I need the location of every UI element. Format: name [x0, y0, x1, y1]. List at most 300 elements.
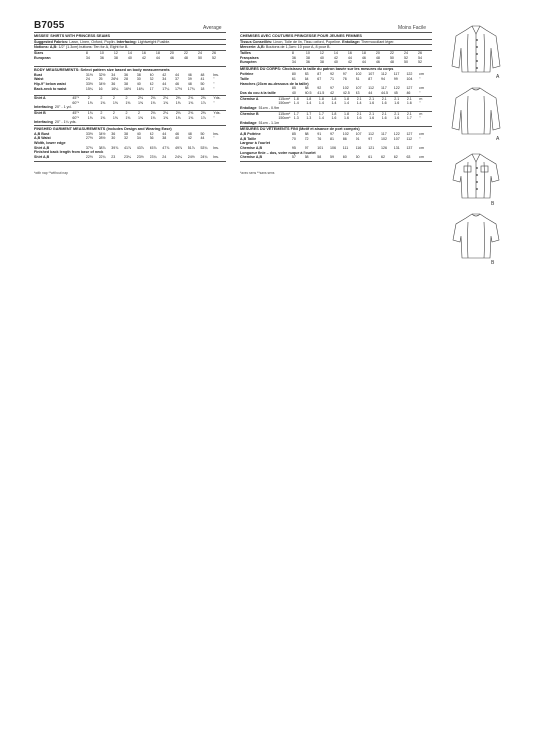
- table-cell: 99: [393, 76, 398, 81]
- fr-title: CHEMISES AVEC COUTURES PRINCESSE POUR JEUNES FEMMES: [240, 33, 362, 38]
- table-cell: 127: [406, 86, 413, 91]
- table-cell: 81: [330, 136, 335, 141]
- table-cell: 23½: [136, 155, 144, 159]
- table-cell: 117: [393, 72, 400, 77]
- table-cell: 2⅜: [200, 111, 206, 116]
- table-cell: 48: [200, 72, 205, 77]
- table-cell: 33½: [85, 81, 93, 86]
- table-cell: 37: [174, 77, 179, 82]
- table-cell: 2⅜: [188, 96, 194, 101]
- en-body-title: BODY MEASUREMENTS: Select pattern size based on body measurements: [34, 67, 170, 72]
- table-cell: 42.5: [342, 90, 350, 95]
- table-cell: 38: [305, 55, 310, 60]
- row-label: Chemise A,B: [240, 146, 263, 150]
- table-cell: 23¼: [124, 155, 132, 159]
- english-column: [34, 32, 226, 175]
- row-label: Chemise B: [240, 111, 259, 116]
- en-finished-table: [34, 132, 226, 141]
- row-label: Taille: [240, 76, 249, 81]
- table-cell: 40.5: [304, 90, 312, 95]
- table-cell: 50: [389, 55, 394, 60]
- table-cell: 44.5: [380, 90, 388, 95]
- en-shirt-b-table: [34, 111, 226, 120]
- table-cell: 85: [291, 132, 296, 137]
- table-cell: 25: [98, 77, 103, 82]
- table-cell: 49⅞: [174, 145, 182, 150]
- table-cell: 1.8: [344, 96, 349, 101]
- table-cell: 72: [304, 136, 309, 141]
- table-cell: 64: [304, 76, 309, 81]
- table-cell: 1.8: [293, 96, 299, 101]
- table-cell: ": [213, 81, 215, 86]
- row-label: Françaises: [240, 55, 259, 60]
- row-label: Shirt A,B: [34, 155, 50, 159]
- table-cell: 2: [125, 111, 128, 116]
- table-cell: 63: [406, 155, 411, 160]
- table-cell: 131: [393, 146, 400, 150]
- table-cell: ": [213, 86, 215, 91]
- table-cell: 112: [368, 132, 374, 137]
- table-cell: 44: [174, 72, 179, 77]
- table-cell: 1.4: [318, 116, 324, 121]
- table-cell: 34½: [98, 131, 106, 136]
- table-cell: 46: [187, 72, 192, 77]
- table-cell: 39⅞: [111, 145, 119, 150]
- table-cell: 1.6: [331, 116, 337, 121]
- table-cell: 48: [187, 131, 192, 136]
- table-cell: 46: [174, 131, 179, 136]
- en-notions: Notions: A,B: 1/2" (1.3cm) buttons: Ten for A, Eight for B.: [34, 45, 129, 50]
- table-cell: 94: [380, 76, 385, 81]
- table-cell: 44: [361, 60, 366, 65]
- table-cell: 26: [211, 51, 216, 56]
- table-cell: 122: [393, 86, 400, 91]
- fabric-width: 45"*: [72, 96, 80, 101]
- table-cell: 102: [342, 86, 349, 91]
- table-cell: cm: [419, 155, 424, 160]
- table-cell: cm: [419, 132, 424, 137]
- en-fabrics: Suggested Fabrics: Lawn, Linen, Oxford, Poplin. Interfacing: Lightweight Fusible.: [34, 39, 171, 44]
- table-cell: 1.4: [293, 101, 299, 106]
- table-cell: 2.1: [406, 96, 412, 101]
- en-interfacing-b: Interfacing 20" - 1¼ yds.: [34, 120, 77, 125]
- table-cell: 1.8: [331, 111, 337, 116]
- fr-width-label: Largeur à l'ourlet: [240, 141, 270, 146]
- table-cell: 102: [342, 132, 349, 137]
- table-cell: 2.1: [394, 111, 400, 116]
- table-cell: 1.7: [318, 111, 324, 116]
- table-cell: 107: [393, 136, 400, 141]
- table-cell: 42: [141, 55, 146, 60]
- fabric-width: 115cm*: [278, 111, 291, 116]
- table-cell: 41⅞: [124, 145, 132, 150]
- pattern-number: B7055: [34, 20, 65, 31]
- row-label: Shirt A,B: [34, 145, 50, 150]
- table-cell: 121: [368, 146, 375, 150]
- table-cell: 42: [333, 55, 338, 60]
- table-cell: 36: [124, 72, 129, 77]
- table-cell: 137: [406, 146, 413, 150]
- table-cell: 86: [342, 136, 347, 141]
- table-cell: 1⅝: [100, 100, 106, 105]
- table-cell: 2: [100, 96, 103, 101]
- row-label: Bust: [34, 72, 42, 77]
- table-cell: 8: [291, 51, 294, 56]
- row-label: European: [34, 55, 51, 60]
- table-cell: 91: [355, 136, 360, 141]
- table-cell: 17¾: [187, 86, 195, 91]
- table-cell: 2: [100, 111, 103, 116]
- table-row: [34, 87, 226, 92]
- table-cell: 34: [162, 77, 167, 82]
- table-cell: 1.4: [318, 101, 324, 106]
- table-cell: 12: [113, 51, 118, 56]
- row-label: Back-neck to waist: [34, 86, 67, 91]
- table-cell: 1.6: [369, 116, 375, 121]
- row-label: Shirt A: [34, 96, 46, 101]
- table-cell: Yds.: [213, 111, 221, 116]
- table-cell: 45: [393, 90, 398, 95]
- table-cell: 53¾: [200, 145, 208, 150]
- table-cell: 40: [291, 90, 296, 95]
- row-label: A,B Poitrine: [240, 132, 261, 137]
- table-cell: 1⅞: [200, 100, 206, 105]
- table-cell: 26½: [111, 77, 119, 82]
- table-cell: 22¾: [98, 155, 106, 159]
- table-cell: 2⅝: [200, 96, 206, 101]
- table-cell: 34: [291, 60, 296, 65]
- table-cell: 1.4: [331, 101, 337, 106]
- table-cell: 88: [304, 132, 309, 137]
- table-cell: 36: [149, 136, 154, 141]
- row-label: A,B Taille: [240, 136, 257, 141]
- table-cell: 92: [317, 86, 322, 91]
- table-cell: 107: [355, 86, 362, 91]
- table-cell: Yds.: [213, 96, 221, 101]
- table-cell: 34: [85, 55, 90, 60]
- figure-label: A: [496, 74, 500, 80]
- table-cell: 1⅝: [87, 115, 93, 120]
- table-cell: 20: [169, 51, 174, 56]
- table-cell: ": [213, 136, 215, 141]
- table-cell: 81: [355, 76, 360, 81]
- table-cell: Ins.: [213, 131, 219, 136]
- table-cell: 44: [162, 131, 167, 136]
- table-cell: 1.4: [306, 101, 312, 106]
- table-cell: 1.6: [356, 116, 362, 121]
- table-cell: 1⅝: [112, 100, 118, 105]
- table-cell: m: [419, 96, 423, 101]
- table-cell: 37⅛: [85, 145, 93, 150]
- table-cell: 1.6: [381, 116, 387, 121]
- table-cell: 40: [333, 60, 338, 65]
- shirt-b-front-illustration: [453, 154, 499, 198]
- row-label: Chemise A: [240, 96, 259, 101]
- table-cell: 97: [330, 132, 335, 137]
- table-cell: 52: [403, 55, 408, 60]
- table-cell: 43: [355, 90, 360, 95]
- table-cell: 16: [141, 51, 146, 56]
- table-cell: 122: [406, 72, 413, 77]
- table-cell: 2: [112, 96, 115, 101]
- table-cell: 40: [136, 131, 141, 136]
- table-cell: 12: [319, 51, 324, 56]
- table-cell: 20: [375, 51, 380, 56]
- table-cell: 2: [125, 96, 128, 101]
- table-cell: 42: [162, 72, 167, 77]
- table-cell: 97: [304, 146, 309, 150]
- fabric-width: 60"*: [72, 115, 80, 120]
- table-cell: 2.1: [394, 96, 400, 101]
- table-cell: 1.6: [381, 101, 387, 106]
- table-cell: 44: [347, 55, 352, 60]
- table-cell: 17¼: [162, 86, 170, 91]
- table-cell: 16: [98, 86, 103, 91]
- table-row: [240, 60, 432, 65]
- fr-sizes-table: [240, 51, 432, 65]
- row-label: Sizes: [34, 51, 44, 56]
- table-cell: 116: [355, 146, 362, 150]
- table-cell: 1⅝: [138, 100, 143, 105]
- table-cell: 38: [124, 81, 129, 86]
- table-cell: 10: [99, 51, 104, 56]
- table-cell: 1.3: [306, 116, 312, 121]
- fabric-width: 115cm*: [278, 96, 291, 101]
- table-cell: 1⅝: [87, 100, 93, 105]
- table-cell: cm: [419, 72, 424, 77]
- table-cell: 44: [162, 81, 167, 86]
- table-cell: 1⅝: [188, 100, 194, 105]
- table-cell: 104: [406, 76, 413, 81]
- table-cell: 23: [111, 155, 116, 159]
- table-cell: 2⅛: [163, 111, 169, 116]
- table-cell: 34: [111, 72, 116, 77]
- table-cell: 14: [333, 51, 338, 56]
- table-cell: 52: [417, 60, 422, 65]
- table-cell: 8: [85, 51, 88, 56]
- table-cell: 28½: [98, 136, 106, 141]
- en-back-label: Finished back length from base of neck: [34, 150, 104, 155]
- fr-footnote: *avec sens **sans sens: [240, 170, 275, 175]
- figure-label: A: [496, 136, 500, 142]
- table-cell: 2.1: [381, 96, 387, 101]
- table-row: [34, 56, 226, 61]
- en-interfacing-a: Interfacing 20" - 1 yd.: [34, 105, 72, 110]
- table-cell: 2.1: [356, 96, 362, 101]
- table-cell: 62: [393, 155, 398, 160]
- table-cell: 2⅛: [150, 96, 156, 101]
- table-cell: 1⅝: [100, 115, 106, 120]
- en-title: MISSES' SHIRTS WITH PRINCESS SEAMS: [34, 33, 111, 38]
- table-cell: 1.7: [406, 116, 412, 121]
- fr-chemise-a-table: [240, 97, 432, 106]
- table-cell: 2: [87, 96, 90, 101]
- table-cell: 71: [330, 76, 335, 81]
- table-cell: 24: [403, 51, 408, 56]
- table-cell: 17: [149, 86, 154, 91]
- table-cell: 18: [200, 86, 205, 91]
- table-cell: 107: [368, 72, 375, 77]
- table-cell: 26: [417, 51, 422, 56]
- table-cell: 112: [406, 136, 413, 141]
- table-cell: 22: [389, 51, 394, 56]
- table-cell: ": [213, 115, 215, 120]
- table-cell: 67: [317, 76, 322, 81]
- table-cell: 15¼: [85, 86, 93, 91]
- fabric-width: 45"*: [72, 111, 80, 116]
- table-cell: 126: [380, 146, 387, 150]
- row-label: A,B Bust: [34, 131, 50, 136]
- table-cell: 1.6: [394, 101, 400, 106]
- table-cell: 1⅝: [125, 115, 131, 120]
- table-cell: 46: [169, 55, 174, 60]
- fr-backlen-table: [240, 155, 432, 160]
- table-cell: 1.8: [331, 96, 337, 101]
- shirt-a-front-illustration: [452, 26, 500, 72]
- table-cell: 117: [380, 86, 387, 91]
- table-cell: 24½: [187, 155, 195, 159]
- garment-illustrations: [446, 22, 506, 272]
- table-cell: 1.7: [293, 111, 299, 116]
- table-cell: 1.6: [406, 101, 412, 106]
- fr-hip-label: Hanches (23cm au-dessous de la taille): [240, 81, 309, 86]
- table-cell: 38: [124, 131, 129, 136]
- table-cell: 61: [291, 76, 296, 81]
- table-cell: 91: [317, 132, 322, 137]
- table-cell: 1.4: [356, 101, 362, 106]
- table-cell: 48: [375, 55, 380, 60]
- table-cell: 46: [174, 81, 179, 86]
- table-cell: 87: [368, 76, 373, 81]
- table-cell: 1.8: [318, 96, 324, 101]
- table-cell: cm: [419, 146, 424, 150]
- table-cell: 1¾: [87, 111, 93, 116]
- difficulty-fr: Moins Facile: [398, 25, 427, 31]
- table-cell: 42: [149, 81, 154, 86]
- table-cell: 1⅝: [163, 115, 169, 120]
- fabric-width: 60"*: [72, 100, 80, 105]
- table-cell: 24: [85, 77, 90, 82]
- table-cell: 54: [417, 55, 422, 60]
- table-cell: 23¾: [149, 155, 157, 159]
- table-cell: 18: [155, 51, 160, 56]
- table-cell: 16: [347, 51, 352, 56]
- table-cell: ": [419, 136, 421, 141]
- table-cell: 59: [330, 155, 335, 160]
- row-label: Shirt B: [34, 111, 46, 116]
- table-cell: 1.6: [369, 101, 375, 106]
- table-cell: 42: [347, 60, 352, 65]
- fabric-width: 150cm*: [278, 116, 291, 121]
- fr-body-table: [240, 72, 432, 81]
- table-cell: 39: [187, 77, 192, 82]
- table-cell: 1⅝: [175, 115, 181, 120]
- table-cell: 1⅝: [150, 100, 156, 105]
- table-cell: 2.1: [406, 111, 412, 116]
- table-cell: 2: [138, 111, 140, 116]
- table-cell: 32: [149, 77, 154, 82]
- table-cell: 1.7: [306, 111, 312, 116]
- fr-back-label: Longueur finie – dos, votre nuque à l'ourlet: [240, 150, 316, 155]
- table-cell: 46: [375, 60, 380, 65]
- table-cell: 2.1: [356, 111, 362, 116]
- table-cell: 1⅝: [150, 115, 156, 120]
- table-cell: 1.8: [344, 111, 349, 116]
- table-cell: 2⅛: [150, 111, 156, 116]
- table-cell: 31½: [85, 72, 93, 77]
- fr-notions: Mercerie: A,B: Boutons de 1,3cm: 10 pour A, 8 pour B.: [240, 45, 331, 50]
- table-cell: 34: [136, 136, 141, 141]
- table-cell: ": [213, 100, 215, 105]
- table-cell: 42: [149, 131, 154, 136]
- table-cell: 41: [200, 77, 205, 82]
- table-cell: 60: [355, 155, 360, 160]
- table-cell: 28: [124, 77, 129, 82]
- table-cell: 1⅝: [188, 115, 194, 120]
- table-cell: 44: [155, 55, 160, 60]
- table-cell: 85: [291, 86, 296, 91]
- table-cell: 38: [136, 72, 141, 77]
- table-cell: 34½: [98, 81, 106, 86]
- table-cell: 112: [368, 86, 374, 91]
- table-cell: 46: [361, 55, 366, 60]
- table-cell: 40: [149, 72, 154, 77]
- row-label: Dos du cou à la taille: [240, 90, 276, 95]
- table-cell: 43⅞: [136, 145, 144, 150]
- table-cell: 112: [380, 72, 387, 77]
- table-cell: 52: [211, 55, 216, 60]
- table-cell: 50: [200, 81, 205, 86]
- table-cell: 2.1: [369, 96, 375, 101]
- table-cell: 2⅜: [175, 96, 181, 101]
- table-cell: 87: [317, 72, 322, 77]
- table-cell: 38: [319, 60, 324, 65]
- table-cell: 111: [342, 146, 349, 150]
- table-cell: 40: [136, 81, 141, 86]
- row-label: Waist: [34, 77, 44, 82]
- table-cell: 38⅞: [98, 145, 106, 150]
- table-cell: 127: [406, 132, 413, 137]
- table-cell: 27½: [85, 136, 93, 141]
- table-cell: 36: [291, 55, 296, 60]
- en-sizes-table: [34, 51, 226, 60]
- table-cell: 32½: [98, 72, 106, 77]
- table-cell: 16½: [124, 86, 132, 91]
- table-cell: 24: [162, 155, 167, 159]
- table-cell: 2.1: [381, 111, 387, 116]
- table-cell: 2⅛: [138, 96, 143, 101]
- table-cell: 16¾: [136, 86, 144, 91]
- table-cell: 62: [380, 155, 385, 160]
- table-cell: 1⅝: [112, 115, 118, 120]
- table-cell: 1⅞: [200, 115, 206, 120]
- table-cell: 24¾: [200, 155, 208, 159]
- en-shirt-a-table: [34, 96, 226, 105]
- table-cell: m: [419, 111, 423, 116]
- table-cell: 61: [368, 155, 373, 160]
- table-cell: 1.6: [344, 116, 349, 121]
- table-cell: 107: [355, 132, 362, 137]
- table-cell: 1⅝: [163, 100, 169, 105]
- fr-fabrics: Tissus Conseillés: Linon, Toile de lin, Tissu oxford, Popeline. Entoilage: Thermocollant léger.: [240, 39, 395, 44]
- table-cell: 80: [291, 72, 296, 77]
- table-cell: 92: [330, 72, 335, 77]
- en-back-table: [34, 155, 226, 160]
- shirt-b-back-illustration: [453, 214, 499, 258]
- table-cell: 101: [317, 146, 324, 150]
- table-cell: 60: [342, 155, 347, 160]
- row-label: Hip-9" below waist: [34, 81, 66, 86]
